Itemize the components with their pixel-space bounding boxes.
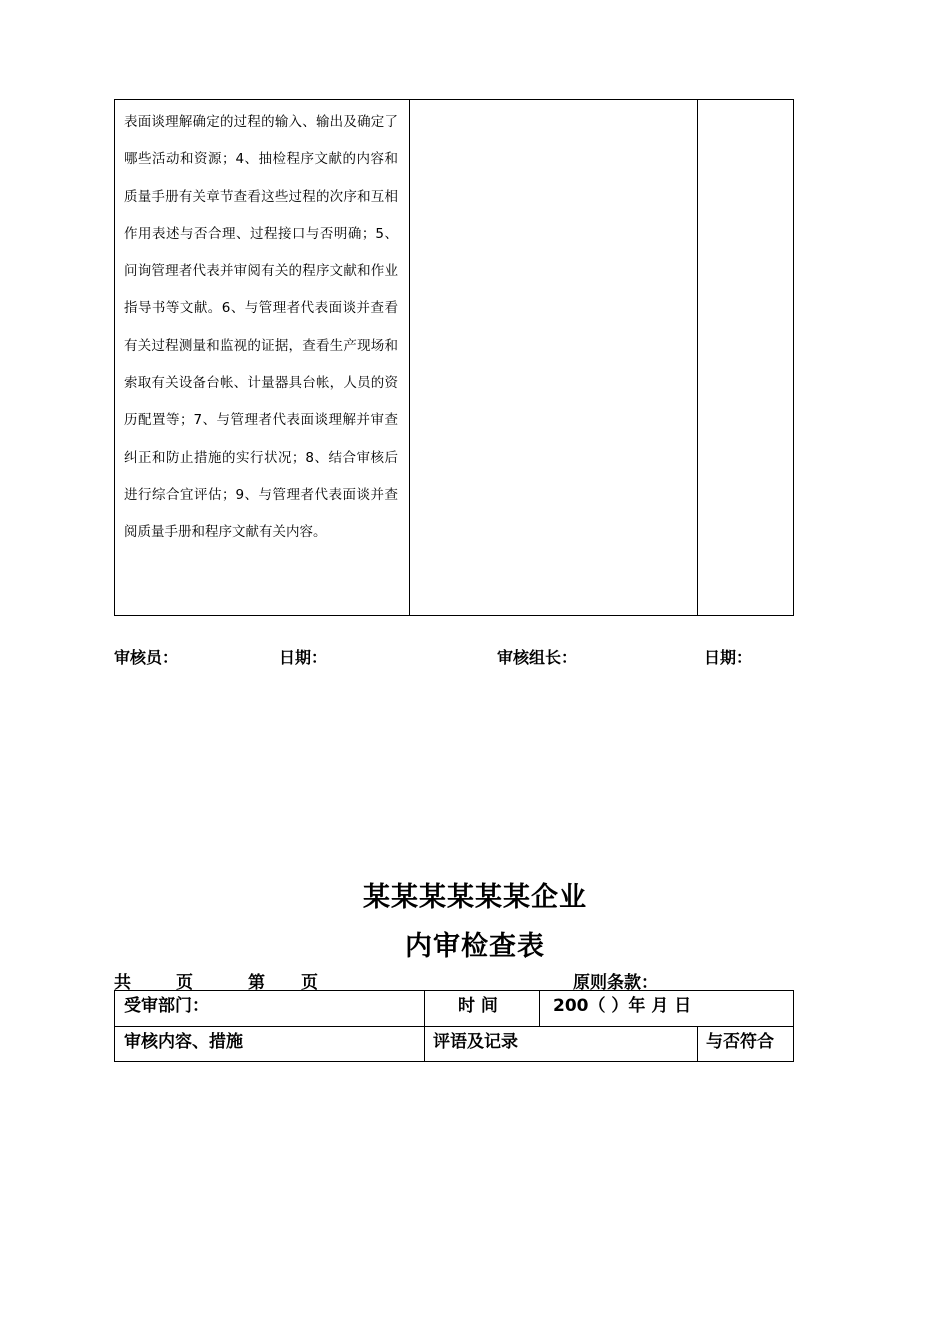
date-label-1: 日期： bbox=[279, 648, 328, 667]
page-unit-1: 页 bbox=[176, 973, 193, 993]
continuation-table bbox=[114, 99, 794, 616]
department-label: 受审部门： bbox=[124, 996, 209, 1016]
date-label-2: 日期： bbox=[704, 648, 753, 667]
form-title: 内审检查表 bbox=[405, 931, 545, 962]
auditor-label: 审核员： bbox=[114, 648, 179, 667]
column-audit-content: 审核内容、措施 bbox=[124, 1032, 243, 1052]
page-unit-2: 页 bbox=[301, 973, 318, 993]
clause-label: 原则条款： bbox=[573, 973, 658, 993]
audit-content-cell bbox=[115, 100, 410, 615]
table-row bbox=[115, 991, 793, 1026]
time-label: 时 间 bbox=[458, 996, 498, 1016]
comments-cell bbox=[410, 100, 698, 615]
date-value: 200（ ）年 月 日 bbox=[553, 996, 692, 1016]
page-number-label: 第 bbox=[248, 973, 265, 993]
column-conformity: 与否符合 bbox=[706, 1032, 774, 1052]
table-row bbox=[115, 1026, 793, 1062]
conformity-cell bbox=[698, 100, 793, 615]
column-comments: 评语及记录 bbox=[433, 1032, 518, 1052]
team-leader-label: 审核组长： bbox=[497, 648, 578, 667]
company-title: 某某某某某某企业 bbox=[363, 882, 587, 913]
checklist-header-table bbox=[114, 990, 794, 1062]
audit-content-text: 表面谈理解确定的过程的输入、输出及确定了哪些活动和资源；4、抽检程序文献的内容和质量手册有关章节查看这些过程的次序和互相作用表述与否合理、过程接口与否明确；5、问询管理者代表并审阅有关的程序文献和作业指导书等文献。6、与管理者代表面谈并查看有关过程测量和监视的证据，查看生产现场和索取有关设备台帐、计量器具台帐，人员的资历配置等；7、与管理者代表面谈理解并审查纠正和防止措施的实行状况；8、结合审核后进行综合宜评估；9、与管理者代表面谈并查阅质量手册和程序文献有关内容。 bbox=[124, 114, 398, 541]
total-pages-label: 共 bbox=[114, 973, 131, 993]
